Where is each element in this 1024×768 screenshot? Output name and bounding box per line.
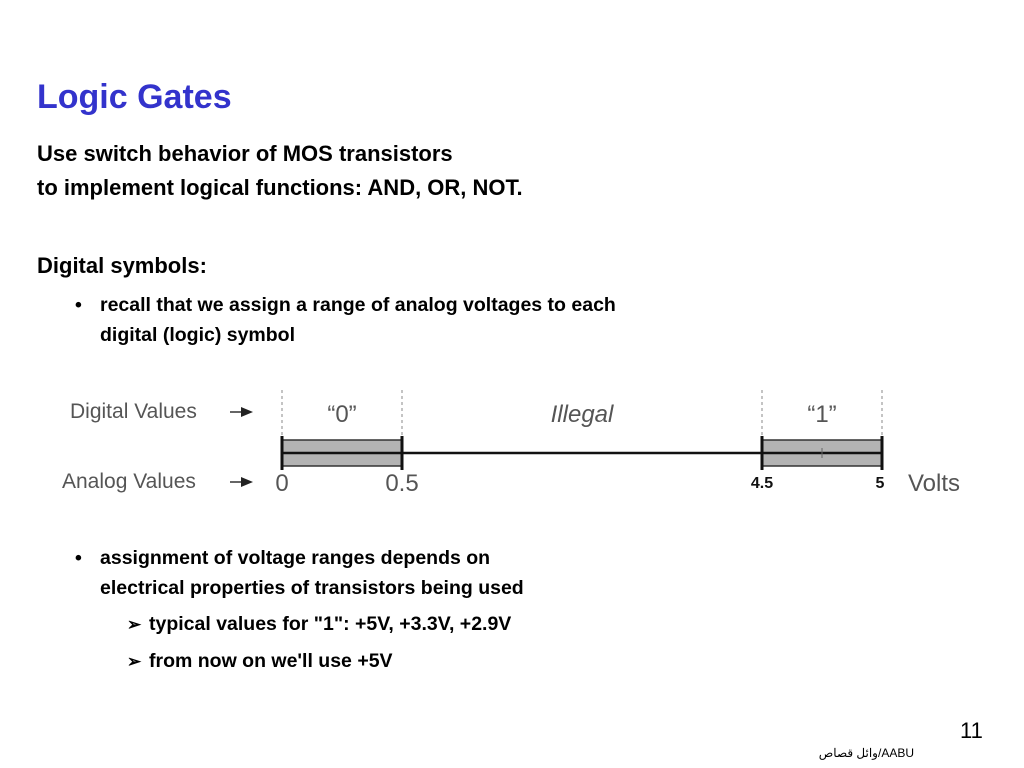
slide-title: Logic Gates	[37, 78, 232, 116]
analog-arrow-icon	[230, 477, 253, 487]
sub-bullet-typical-values	[127, 613, 511, 636]
tick-0-label: 0	[275, 470, 289, 497]
voltage-range-svg	[50, 378, 990, 508]
volts-unit-label: Volts	[908, 470, 961, 497]
bullet-line-2: electrical properties of transistors being used	[100, 577, 524, 599]
intro-text	[37, 137, 523, 205]
tick-4-5-label: 4.5	[750, 475, 774, 492]
footer-credit: وائل قصاص/AABU	[818, 746, 914, 760]
analog-values-label: Analog Values	[62, 470, 196, 493]
sub-bullet-text: typical values for "1": +5V, +3.3V, +2.9V	[149, 613, 512, 635]
section-heading: Digital symbols:	[37, 253, 207, 278]
intro-line-1: Use switch behavior of MOS transistors	[37, 141, 453, 166]
sub-bullet-use-5v	[127, 650, 393, 673]
bullet-line-1: recall that we assign a range of analog voltages to each	[100, 294, 616, 316]
tick-5-label: 5	[875, 475, 885, 492]
bullet-dot: •	[75, 294, 82, 316]
bullet-line-2: digital (logic) symbol	[100, 324, 296, 346]
digital-arrow-icon	[230, 407, 253, 417]
digital-values-label: Digital Values	[70, 400, 197, 423]
bullet-dot: •	[75, 547, 82, 569]
bullet-line-1: assignment of voltage ranges depends on	[100, 547, 491, 569]
tick-0-5-label: 0.5	[385, 470, 419, 497]
zero-symbol-label: “0”	[327, 401, 357, 428]
bullet-voltage-ranges	[75, 290, 616, 350]
voltage-range-diagram	[50, 378, 990, 508]
page-number: 11	[960, 718, 983, 743]
arrow-bullet-icon: ➢	[127, 615, 142, 634]
intro-line-2: to implement logical functions: AND, OR, NOT.	[37, 175, 523, 200]
arrow-bullet-icon: ➢	[127, 652, 142, 671]
illegal-label: Illegal	[550, 401, 614, 428]
sub-bullet-text: from now on we'll use +5V	[149, 650, 393, 672]
one-symbol-label: “1”	[807, 401, 837, 428]
bullet-voltage-assignment	[75, 543, 524, 603]
